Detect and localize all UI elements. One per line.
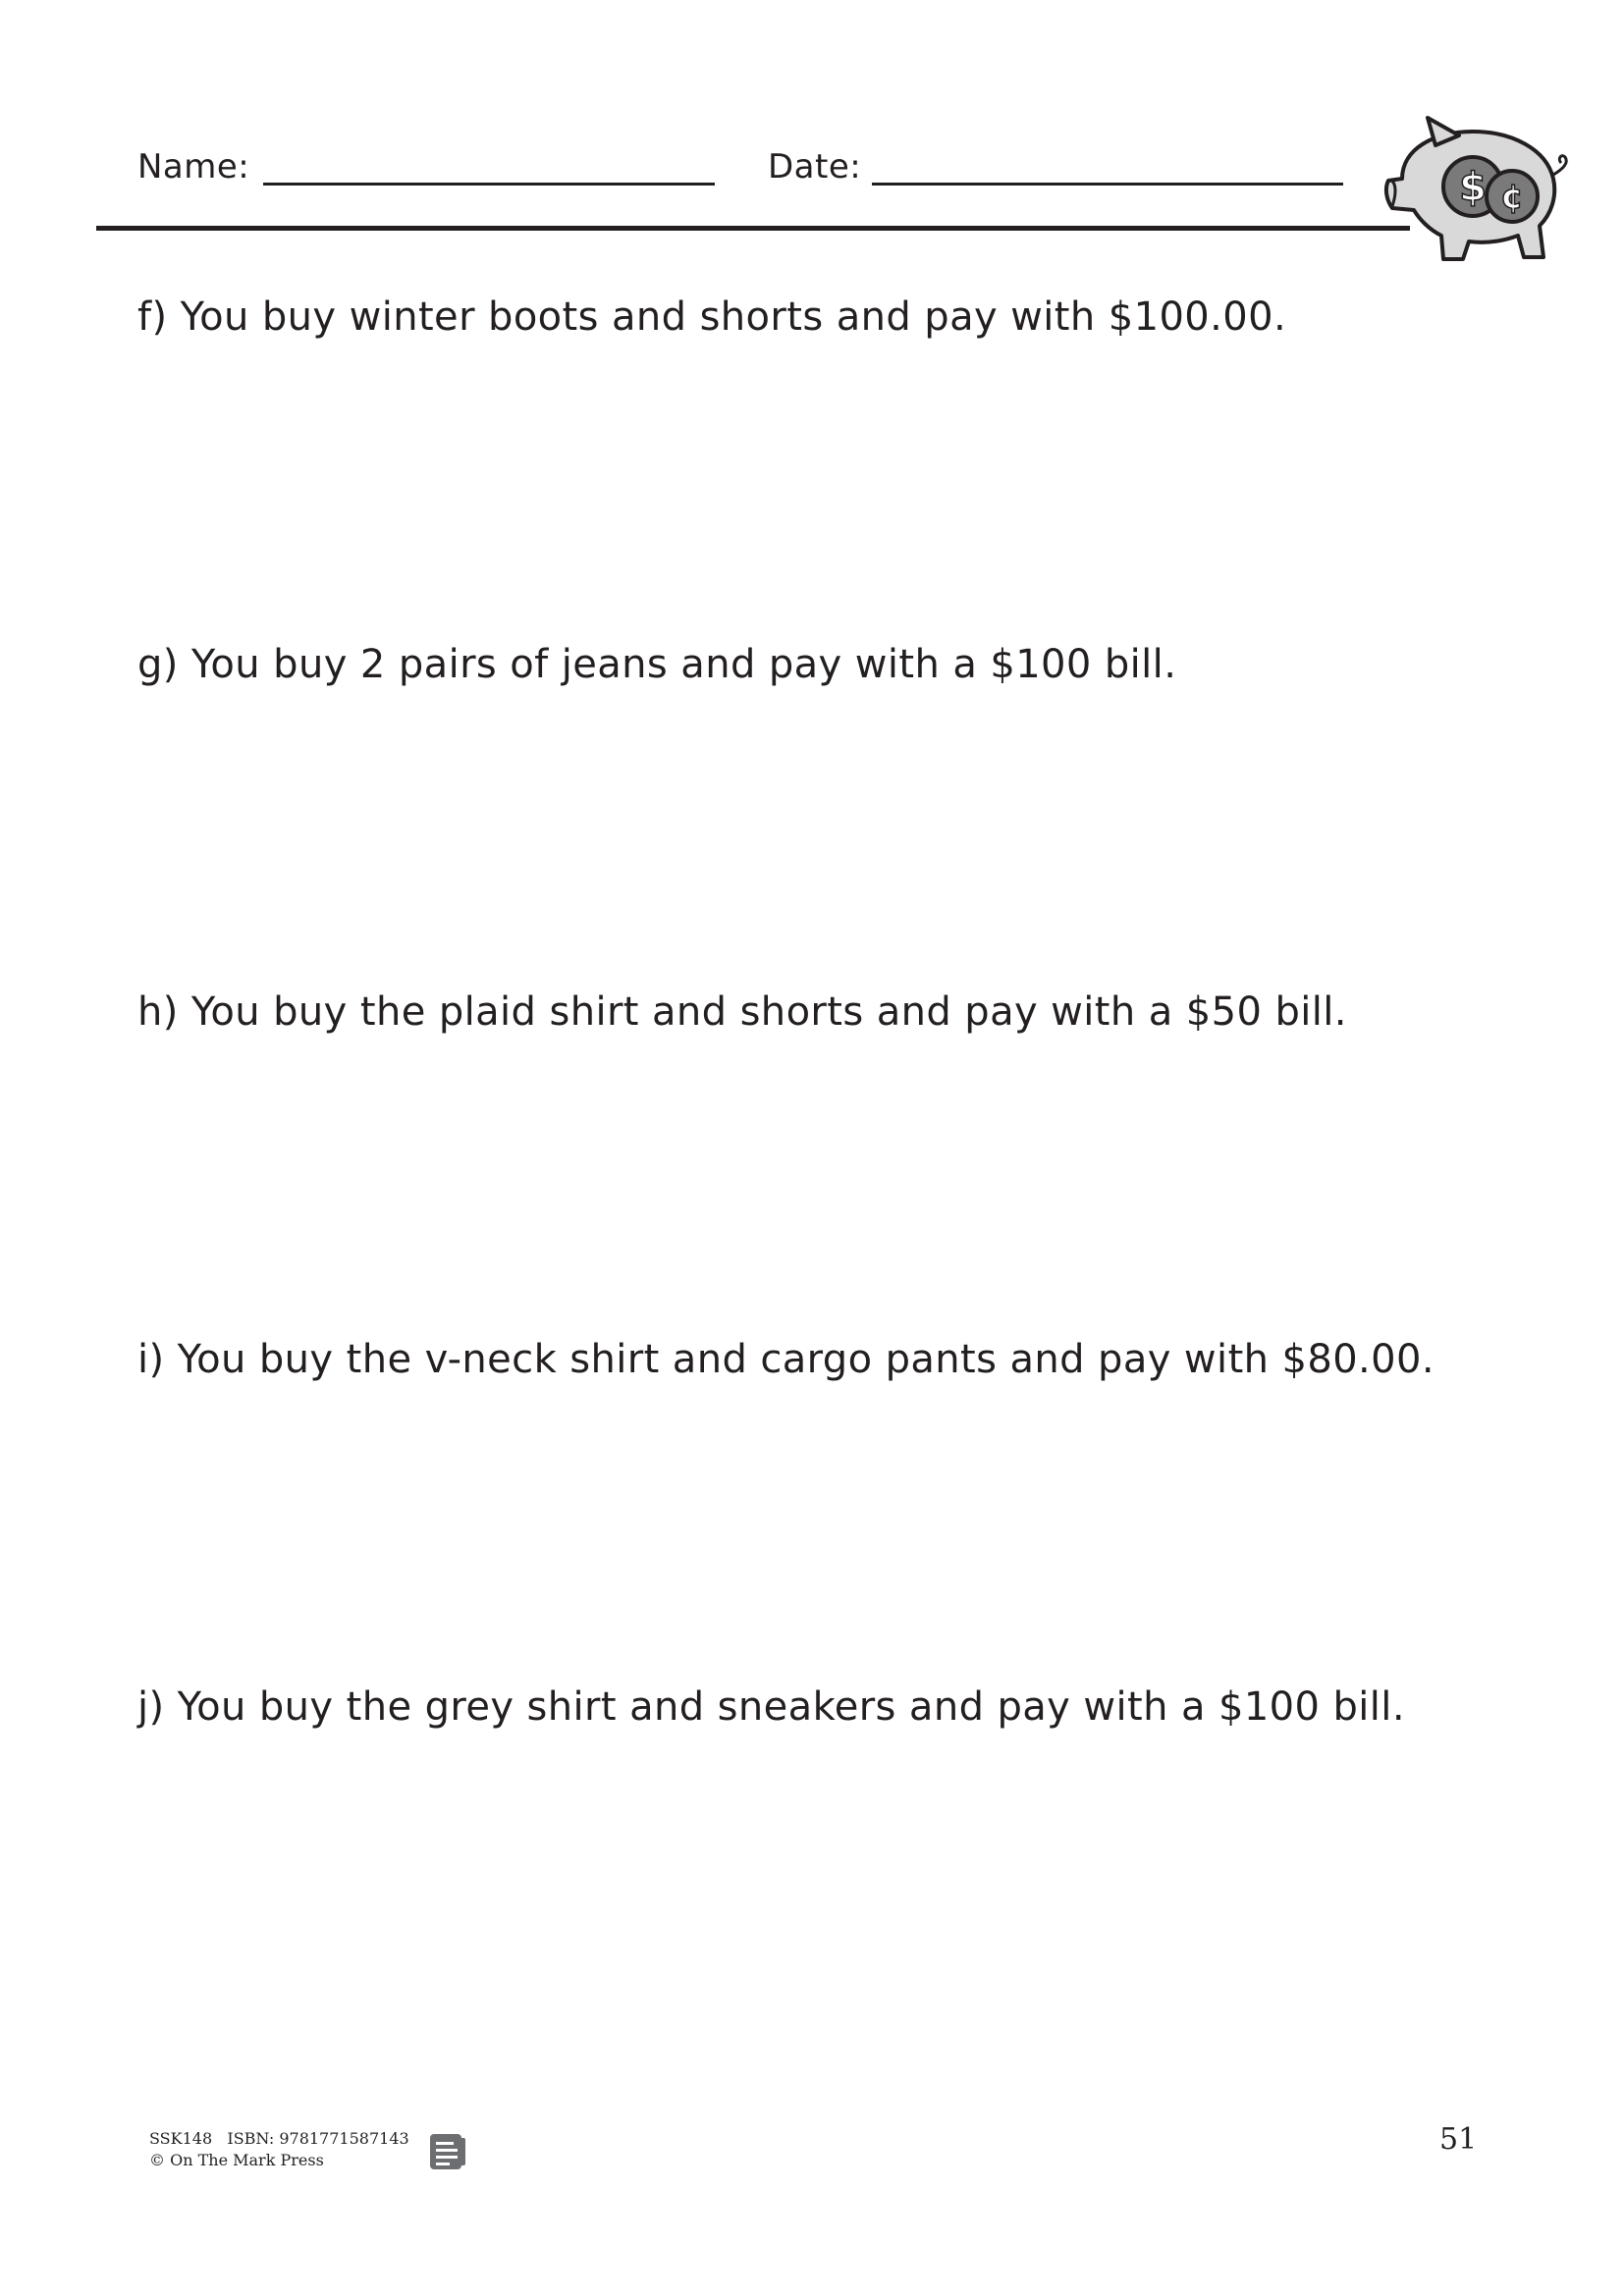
date-field[interactable] — [872, 183, 1343, 186]
footer-code-isbn: SSK148 ISBN: 9781771587143 — [149, 2129, 409, 2148]
name-label: Name: — [137, 147, 250, 187]
book-icon — [428, 2132, 469, 2171]
question-j: j) You buy the grey shirt and sneakers and pay with a $100 bill. — [137, 1684, 1405, 1730]
header-rule — [96, 226, 1410, 231]
question-f: f) You buy winter boots and shorts and pay with $100.00. — [137, 294, 1287, 340]
footer-copyright: © On The Mark Press — [149, 2151, 324, 2169]
piggy-bank-icon — [1375, 110, 1581, 271]
worksheet-header — [137, 137, 1355, 196]
logo-cent: ¢ — [1500, 178, 1524, 217]
name-field[interactable] — [263, 183, 715, 186]
footer-credits — [149, 2128, 409, 2171]
question-g: g) You buy 2 pairs of jeans and pay with a $100 bill. — [137, 642, 1177, 687]
date-label: Date: — [768, 147, 862, 187]
page-number: 51 — [1439, 2122, 1478, 2157]
question-i: i) You buy the v-neck shirt and cargo pants and pay with $80.00. — [137, 1337, 1435, 1382]
logo-dollar: $ — [1459, 165, 1487, 210]
question-h: h) You buy the plaid shirt and shorts and pay with a $50 bill. — [137, 989, 1347, 1035]
